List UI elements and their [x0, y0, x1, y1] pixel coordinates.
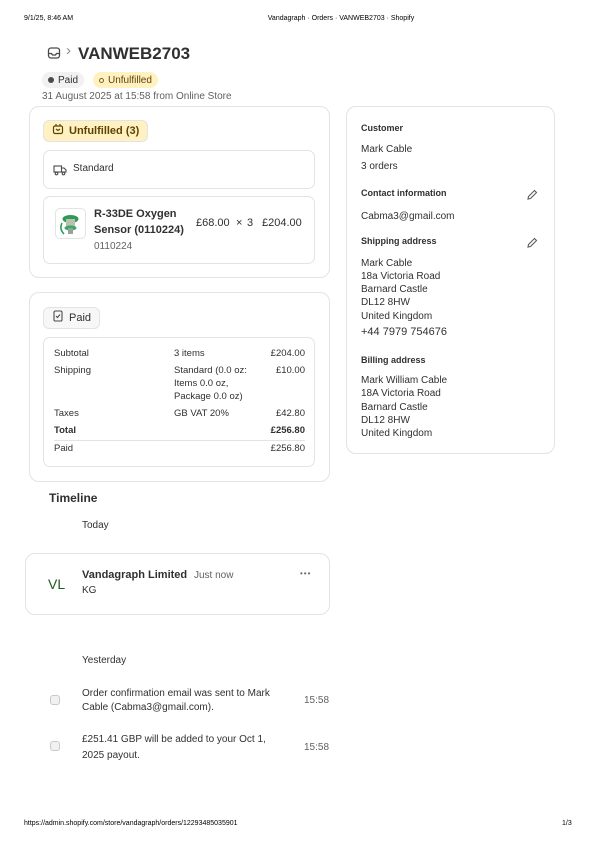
billing-address-title: Billing address	[361, 355, 426, 365]
shipping-method-label: Standard	[73, 163, 114, 174]
line-total: £204.00	[262, 217, 302, 229]
unfulfilled-title: Unfulfilled (3)	[69, 125, 140, 137]
shipping-desc-line2: Items 0.0 oz,	[174, 378, 229, 389]
more-actions-icon[interactable]: •••	[300, 569, 312, 578]
page-title: VANWEB2703	[78, 44, 191, 63]
customer-name[interactable]: Mark Cable	[361, 144, 413, 155]
billing-address-line: Barnard Castle	[361, 402, 428, 413]
product-name-line1[interactable]: R-33DE Oxygen	[94, 208, 177, 220]
taxes-desc: GB VAT 20%	[174, 408, 229, 419]
timeline-event-line2: 2025 payout.	[82, 750, 140, 761]
quantity: 3	[247, 217, 254, 229]
contact-info-title: Contact information	[361, 188, 447, 198]
timeline-event-line1: Order confirmation email was sent to Mark	[82, 688, 270, 699]
order-date-source: 31 August 2025 at 15:58 from Online Store	[42, 91, 232, 102]
shipping-address-line: DL12 8HW	[361, 297, 410, 308]
paid-header-badge	[43, 307, 100, 329]
receipt-check-icon	[52, 309, 64, 327]
truck-icon	[53, 163, 67, 181]
billing-address-line: Mark William Cable	[361, 375, 448, 386]
unit-price: £68.00	[196, 217, 230, 229]
shipping-label: Shipping	[54, 365, 91, 376]
unfulfilled-header-badge	[43, 120, 148, 142]
paid-title: Paid	[69, 312, 92, 324]
taxes-amount: £42.80	[275, 408, 305, 419]
billing-address-line: United Kingdom	[361, 428, 433, 439]
product-sku: 0110224	[94, 241, 133, 252]
times-sign: ×	[236, 217, 243, 229]
timeline-yesterday-label: Yesterday	[82, 655, 127, 666]
total-label: Total	[54, 425, 76, 436]
total-amount: £256.80	[270, 425, 305, 436]
subtotal-desc: 3 items	[174, 348, 205, 359]
unfulfilled-status-badge	[93, 72, 158, 88]
subtotal-amount: £204.00	[270, 348, 305, 359]
total-divider	[54, 440, 305, 441]
hollow-dot-icon	[99, 78, 104, 83]
paid-status-label: Paid	[58, 74, 79, 86]
customer-phone[interactable]: +44 7979 754676	[361, 326, 447, 338]
print-title: Vandagraph · Orders · VANWEB2703 · Shopify	[267, 15, 415, 22]
paid-status-badge	[42, 72, 84, 88]
billing-address-line: 18A Victoria Road	[361, 388, 441, 399]
comment-avatar: VL	[48, 576, 66, 592]
timeline-event-checkbox[interactable]	[50, 741, 60, 751]
shipping-desc-line1: Standard (0.0 oz:	[174, 365, 247, 376]
comment-text: KG	[82, 585, 97, 596]
customer-email[interactable]: Cabma3@gmail.com	[361, 211, 455, 222]
orders-icon[interactable]	[47, 46, 61, 60]
product-thumbnail[interactable]	[55, 208, 86, 239]
shipping-desc-line3: Package 0.0 oz)	[174, 391, 243, 402]
shipping-address-line: Mark Cable	[361, 258, 413, 269]
comment-author: Vandagraph Limited	[82, 569, 188, 581]
timeline-event-time: 15:58	[304, 695, 330, 706]
customer-title: Customer	[361, 123, 404, 133]
edit-shipping-pencil-icon[interactable]	[526, 236, 538, 254]
shipping-address-line: United Kingdom	[361, 311, 433, 322]
timeline-today-label: Today	[82, 520, 109, 531]
billing-address-line: DL12 8HW	[361, 415, 410, 426]
customer-orders-count[interactable]: 3 orders	[361, 161, 398, 172]
print-datetime: 9/1/25, 8:46 AM	[24, 15, 74, 22]
shipping-address-title: Shipping address	[361, 236, 437, 246]
breadcrumb-separator: ›	[66, 42, 71, 59]
unfulfilled-status-label: Unfulfilled	[108, 74, 152, 86]
paid-amount: £256.80	[270, 443, 305, 454]
shipping-address-line: Barnard Castle	[361, 284, 428, 295]
print-page-number: 1/3	[562, 820, 572, 827]
comment-time: Just now	[194, 570, 234, 581]
timeline-title: Timeline	[49, 491, 98, 505]
taxes-label: Taxes	[54, 408, 79, 419]
timeline-comment-card	[25, 553, 330, 615]
timeline-event-line2: Cable (Cabma3@gmail.com).	[82, 702, 214, 713]
product-name-line2[interactable]: Sensor (0110224)	[94, 224, 184, 236]
edit-contact-pencil-icon[interactable]	[526, 188, 538, 206]
subtotal-label: Subtotal	[54, 348, 89, 359]
package-icon	[52, 122, 64, 140]
shipping-address-line: 18a Victoria Road	[361, 271, 441, 282]
shipping-amount: £10.00	[275, 365, 305, 376]
paid-label: Paid	[54, 443, 74, 454]
timeline-event-checkbox[interactable]	[50, 695, 60, 705]
filled-dot-icon	[48, 77, 54, 83]
timeline-event-time: 15:58	[304, 742, 330, 753]
timeline-event-line1: £251.41 GBP will be added to your Oct 1,	[82, 734, 266, 745]
print-url: https://admin.shopify.com/store/vandagraph/orders/12293485035901	[24, 820, 238, 827]
